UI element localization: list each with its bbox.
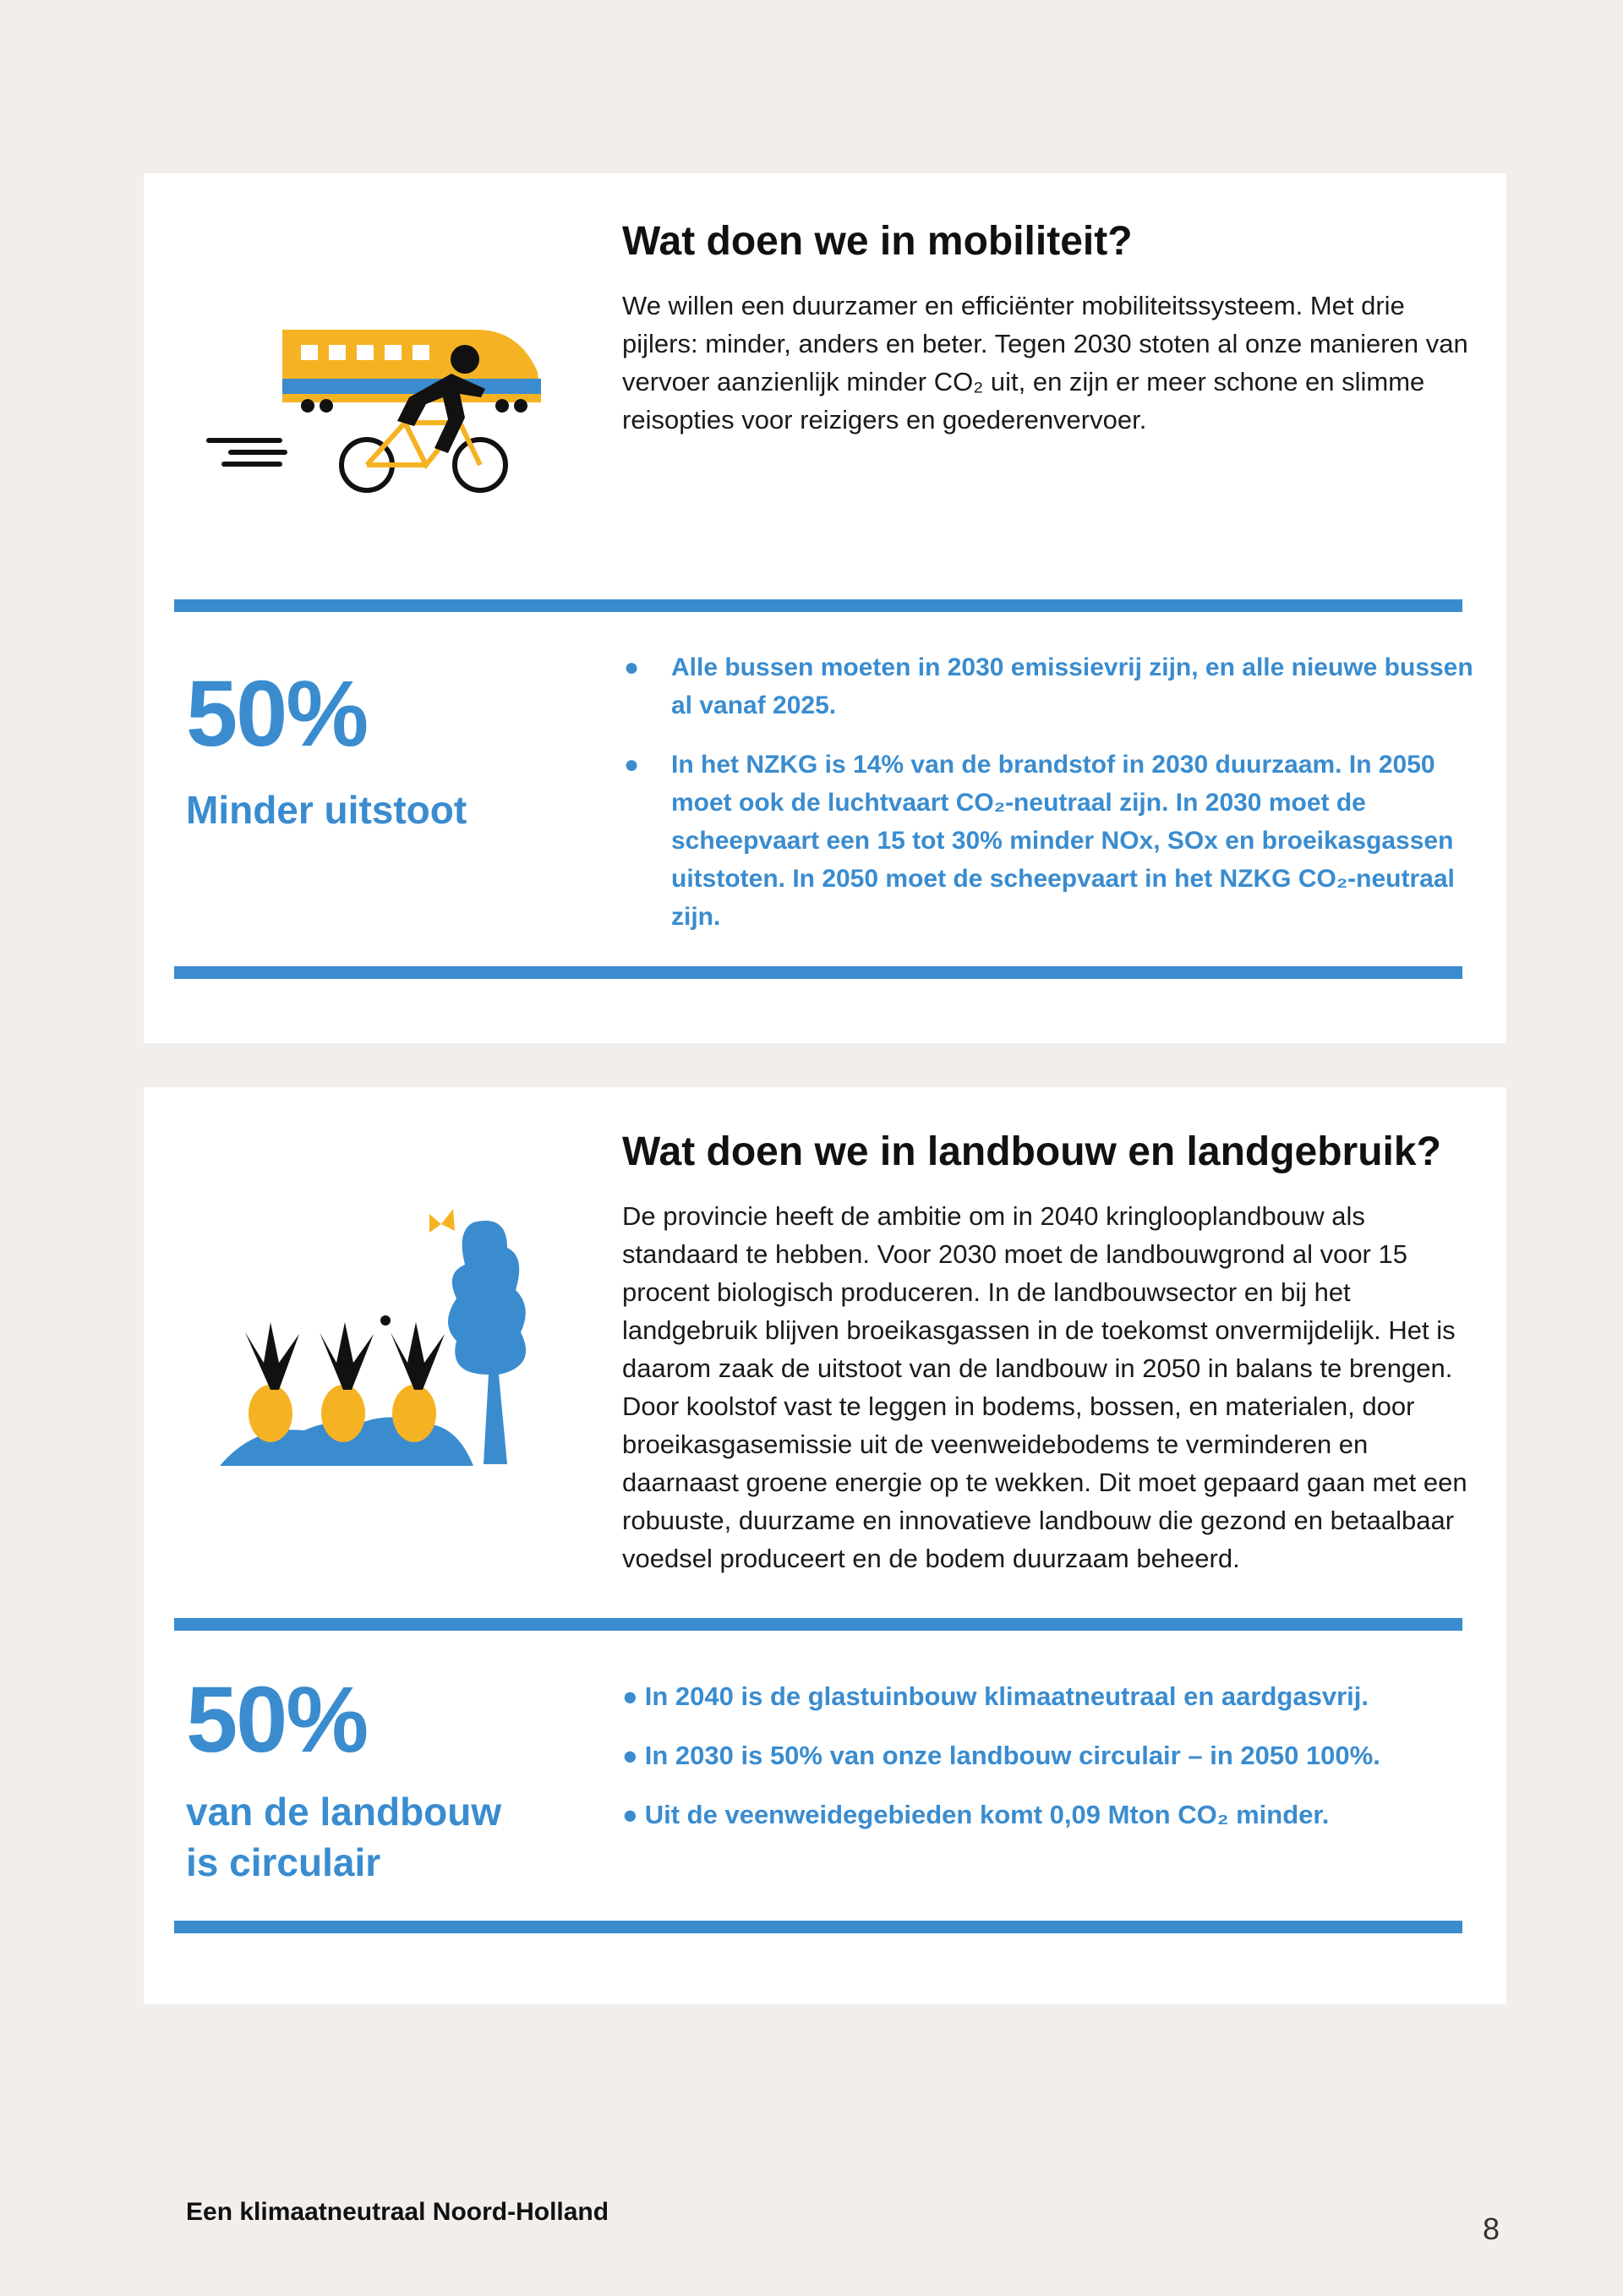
train-bicycle-icon xyxy=(198,313,553,507)
mobility-stat-value: 50% xyxy=(186,662,368,766)
page-number: 8 xyxy=(1483,2211,1500,2246)
divider-bottom xyxy=(174,966,1462,979)
mobility-body: We willen een duurzamer en efficiënter mobiliteitssysteem. Met drie pijlers: minder, anders en beter. Tegen 2030 stoten al onze manieren van vervoer aanzienlijk minder CO₂ uit, en zijn er meer schone en slimme reisopties voor reizigers en goederenvervoer. xyxy=(622,291,1468,435)
agriculture-body: De provincie heeft de ambitie om in 2040 kringlooplandbouw als standaard te hebben. Voor 2030 moet de landbouwgrond al voor 15 procent biologisch produceren. In de landbouwsector en bij het landgebruik blijven broeikasgassen in de toekomst onvermijdelijk. Het is daarom zaak de uitstoot van de landbouw in 2050 in balans te brengen. Door koolstof vast te leggen in bodems, bossen, en materialen, door broeikasgasemissie uit de veenweidebodems te verminderen en daarnaast groene energie op te wekken. Dit moet gepaard gaan met een robuuste, duurzame en innovatieve landbouw die gezond en betaalbaar voedsel produceert en de bodem duurzaam beheerd. xyxy=(622,1201,1467,1573)
mobility-card xyxy=(144,173,1506,1043)
list-item: ● In het NZKG is 14% van de brandstof in 2030 duurzaam. In 2050 moet ook de luchtvaart CO₂-neutraal zijn. In 2030 moet de scheepvaart een 15 tot 30% minder NOx, SOx en broeikasgassen uitstoten. In 2050 moet de scheepvaart in het NZKG CO₂-neutraal zijn. xyxy=(624,751,1455,931)
list-item: ● In 2030 is 50% van onze landbouw circulair – in 2050 100%. xyxy=(622,1741,1380,1770)
divider-bottom xyxy=(174,1921,1462,1933)
mobility-title: Wat doen we in mobiliteit? xyxy=(622,219,1133,264)
carrots-tree-icon xyxy=(211,1197,549,1468)
agriculture-card xyxy=(144,1087,1506,2004)
agriculture-title: Wat doen we in landbouw en landgebruik? xyxy=(622,1129,1441,1174)
agriculture-stat-label-line2: is circulair xyxy=(186,1840,381,1884)
mobility-bullets xyxy=(622,648,1476,957)
agriculture-bullets xyxy=(622,1677,1476,1855)
list-item: ● In 2040 is de glastuinbouw klimaatneutraal en aardgasvrij. xyxy=(622,1681,1369,1711)
list-item: ● Uit de veenweidegebieden komt 0,09 Mton CO₂ minder. xyxy=(622,1800,1330,1829)
list-item: ● Alle bussen moeten in 2030 emissievrij zijn, en alle nieuwe bussen al vanaf 2025. xyxy=(624,653,1473,719)
mobility-stat-label: Minder uitstoot xyxy=(186,788,467,832)
agriculture-stat-value: 50% xyxy=(186,1668,368,1772)
footer-title: Een klimaatneutraal Noord-Holland xyxy=(186,2198,609,2226)
divider-top xyxy=(174,1618,1462,1631)
agriculture-stat-label-line1: van de landbouw xyxy=(186,1790,502,1834)
divider-top xyxy=(174,599,1462,612)
